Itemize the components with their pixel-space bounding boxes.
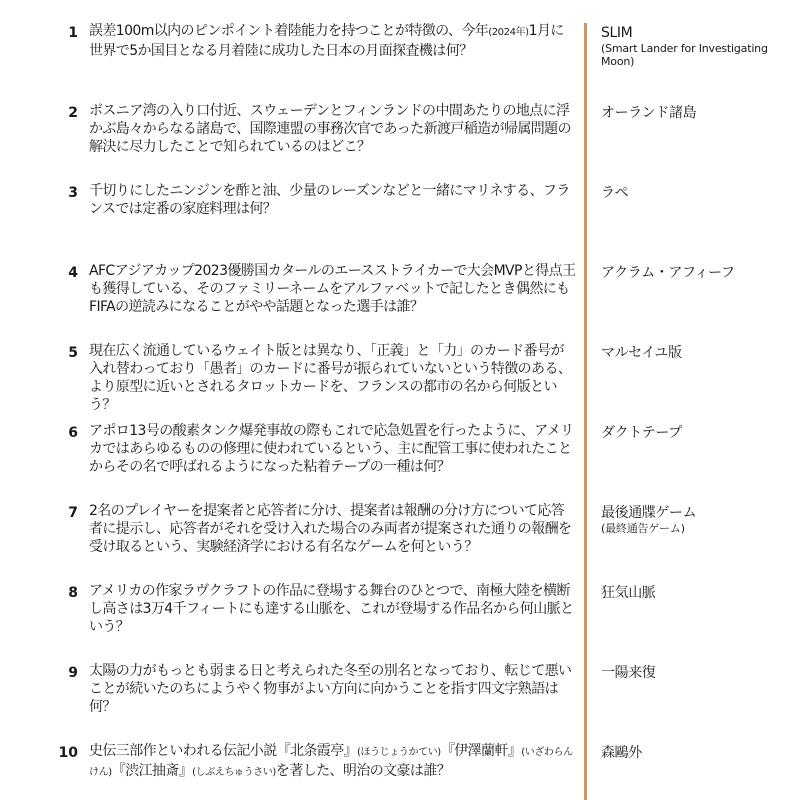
answer-text: 森鷗外 bbox=[601, 745, 642, 761]
question-number: 8 bbox=[68, 585, 78, 601]
answer-text: 狂気山脈 bbox=[601, 585, 656, 601]
question-number: 3 bbox=[68, 185, 78, 201]
question-number: 4 bbox=[68, 265, 78, 281]
answer bbox=[601, 104, 781, 122]
question-text: 太陽の力がもっとも弱まる日と考えられた冬至の別名となっており、転じて悪いことが続いたのちにようやく物事がよい方向に向かうことを指す四文字熟語は何？ bbox=[89, 663, 572, 715]
question-reading: (しぶえちゅうさい) bbox=[192, 767, 276, 778]
question-number: 5 bbox=[68, 345, 78, 361]
question-text bbox=[89, 22, 577, 60]
question-number: 1 bbox=[68, 25, 78, 41]
answer bbox=[601, 744, 781, 762]
question-text: AFCアジアカップ2023優勝国カタールのエースストライカーで大会MVPと得点王も獲得している、そのファミリーネームをアルファベットで記したとき偶然にもFIFAの逆読みになることがやや話題となった選手は誰？ bbox=[89, 263, 576, 315]
column-divider bbox=[584, 23, 587, 800]
answer-text: 一陽来復 bbox=[601, 665, 656, 681]
answer bbox=[601, 184, 781, 202]
question-text-part: 史伝三部作といわれる伝記小説『北条霞亭』 bbox=[89, 743, 357, 759]
question-number: 9 bbox=[68, 665, 78, 681]
answer bbox=[601, 424, 781, 442]
question-text-part: 誤差100m以内のピンポイント着陸能力を持つことが特徴の、今年 bbox=[89, 23, 489, 39]
answer-text: アクラム・アフィーフ bbox=[601, 265, 735, 281]
answer bbox=[601, 664, 781, 682]
question-number: 6 bbox=[68, 425, 78, 441]
answer bbox=[601, 344, 781, 362]
question-text-part: 『渋江抽斎』 bbox=[111, 763, 193, 779]
question-text: 現在広く流通しているウェイト版とは異なり、「正義」と「力」のカード番号が入れ替わっており「愚者」のカードに番号が振られていないという特徴のある、より原型に近いとされるタロットカードを、フランスの都市の名から何版という？ bbox=[89, 343, 572, 413]
question-text: アメリカの作家ラヴクラフトの作品に登場する舞台のひとつで、南極大陸を横断し高さは3万4千フィートにも達する山脈を、これが登場する作品名から何山脈という？ bbox=[89, 583, 574, 635]
question-text-part: を著した、明治の文豪は誰？ bbox=[275, 763, 451, 779]
answer bbox=[601, 584, 781, 602]
question-text: アポロ13号の酸素タンク爆発事故の際もこれで応急処置を行ったように、アメリカではあらゆるものの修理に使われているという、主に配管工事に使われたことからその名で呼ばれるようになった粘着テープの一種は何？ bbox=[89, 423, 574, 475]
question-text-year: (2024年) bbox=[488, 27, 529, 38]
answer-text: オーランド諸島 bbox=[601, 105, 697, 121]
answer-text: ダクトテープ bbox=[601, 425, 682, 441]
question-text-part: 『伊澤蘭軒』 bbox=[440, 743, 522, 759]
question-text-part: 1月に世界で5か国目となる月着陸に成功した日本の月面探査機は何？ bbox=[89, 23, 564, 59]
question-reading: (ほうじょうかてい) bbox=[357, 747, 441, 758]
question-reading: (いざわらんけん) bbox=[89, 747, 573, 778]
answer bbox=[601, 264, 781, 282]
answer-text: ラペ bbox=[601, 185, 629, 201]
answer-note: (Smart Lander for Investigating Moon) bbox=[601, 42, 768, 68]
answer-note: (最終通告ゲーム) bbox=[601, 522, 685, 535]
question-number: 7 bbox=[68, 505, 78, 521]
question-text: 2名のプレイヤーを提案者と応答者に分け、提案者は報酬の分け方について応答者に提示し、応答者がそれを受け入れた場合のみ両者が提案された通りの報酬を受け取るという、実験経済学における有名なゲームを何という？ bbox=[89, 503, 572, 555]
question-text: 千切りにしたニンジンを酢と油、少量のレーズンなどと一緒にマリネする、フランスでは定番の家庭料理は何？ bbox=[89, 183, 570, 217]
answer bbox=[601, 504, 781, 535]
question-text bbox=[89, 742, 577, 782]
question-text: ボスニア湾の入り口付近、スウェーデンとフィンランドの中間あたりの地点に浮かぶ島々からなる諸島で、国際連盟の事務次官であった新渡戸稲造が帰属問題の解決に尽力したことで知られているのはどこ？ bbox=[89, 103, 571, 155]
answer-text: SLIM bbox=[601, 25, 633, 41]
answer-text: マルセイユ版 bbox=[601, 345, 682, 361]
answer-text: 最後通牒ゲーム bbox=[601, 505, 697, 521]
answer bbox=[601, 24, 781, 68]
question-number: 2 bbox=[68, 105, 78, 121]
question-number: 10 bbox=[58, 745, 78, 761]
